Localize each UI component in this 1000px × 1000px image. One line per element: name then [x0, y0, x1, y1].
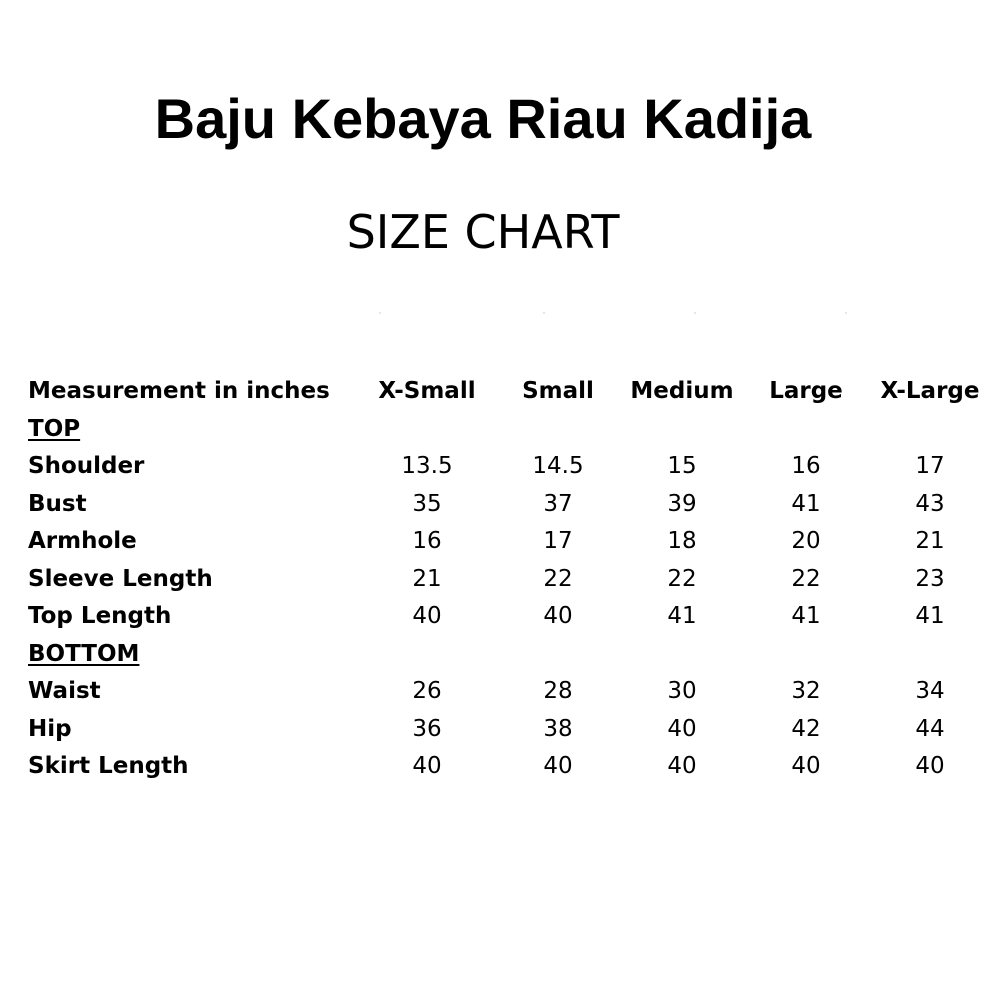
table-cell: 20 [791, 528, 821, 554]
column-header-large: Large [769, 378, 843, 404]
table-cell: 30 [667, 678, 697, 704]
table-cell: 44 [915, 715, 945, 742]
section-heading-top [0, 411, 1000, 449]
row-label: Sleeve Length [28, 565, 213, 592]
table-cell: 38 [543, 715, 573, 742]
table-row [0, 711, 1000, 749]
table-cell: 34 [915, 678, 945, 704]
table-cell: 18 [667, 528, 697, 554]
table-cell: 39 [667, 490, 697, 517]
table-cell: 22 [791, 565, 821, 592]
speck-mark [694, 312, 696, 314]
table-cell: 40 [412, 603, 442, 629]
table-row [0, 486, 1000, 524]
table-cell: 23 [915, 565, 945, 592]
table-cell: 40 [667, 715, 697, 742]
table-cell: 40 [791, 753, 821, 779]
row-label: Waist [28, 678, 101, 704]
page-title: Baju Kebaya Riau Kadija [154, 87, 812, 150]
table-cell: 41 [791, 490, 821, 517]
table-header-row [0, 373, 1000, 411]
table-cell: 28 [543, 678, 573, 704]
decorative-specks [0, 312, 1000, 316]
table-cell: 32 [791, 678, 821, 704]
row-label: Skirt Length [28, 753, 189, 779]
table-cell: 15 [667, 453, 697, 479]
table-cell: 36 [412, 715, 442, 742]
table-row [0, 598, 1000, 636]
table-row [0, 523, 1000, 561]
table-cell: 35 [412, 490, 442, 517]
table-cell: 37 [543, 490, 573, 517]
table-cell: 16 [791, 453, 821, 479]
table-cell: 22 [667, 565, 697, 592]
table-row [0, 748, 1000, 786]
table-cell: 40 [543, 753, 573, 779]
row-label: Top Length [28, 603, 172, 629]
column-header-x-small: X-Small [378, 378, 476, 404]
column-header-small: Small [522, 378, 594, 404]
table-cell: 17 [543, 528, 573, 554]
table-cell: 21 [412, 565, 442, 592]
table-cell: 41 [915, 603, 945, 629]
table-cell: 43 [915, 490, 945, 517]
table-cell: 40 [667, 753, 697, 779]
speck-mark [845, 312, 847, 314]
table-row [0, 561, 1000, 599]
table-cell: 22 [543, 565, 573, 592]
table-cell: 13.5 [401, 453, 453, 479]
column-header-x-large: X-Large [880, 378, 980, 404]
table-row [0, 673, 1000, 711]
section-label: TOP [28, 415, 81, 442]
row-label: Hip [28, 715, 72, 742]
table-cell: 41 [667, 603, 697, 629]
speck-mark [543, 312, 545, 314]
table-cell: 16 [412, 528, 442, 554]
row-label: Shoulder [28, 453, 145, 479]
table-cell: 41 [791, 603, 821, 629]
unit-label: Measurement in inches [28, 378, 330, 404]
table-cell: 40 [412, 753, 442, 779]
table-cell: 42 [791, 715, 821, 742]
table-cell: 17 [915, 453, 945, 479]
table-row [0, 448, 1000, 486]
table-cell: 40 [543, 603, 573, 629]
table-cell: 26 [412, 678, 442, 704]
row-label: Bust [28, 490, 87, 517]
column-header-medium: Medium [630, 378, 734, 404]
table-cell: 40 [915, 753, 945, 779]
page-subtitle: SIZE CHART [346, 205, 620, 259]
size-chart-table [0, 373, 1000, 786]
section-heading-bottom [0, 636, 1000, 674]
section-label: BOTTOM [28, 640, 140, 667]
speck-mark [379, 312, 381, 314]
table-cell: 21 [915, 528, 945, 554]
table-cell: 14.5 [532, 453, 584, 479]
row-label: Armhole [28, 528, 137, 554]
